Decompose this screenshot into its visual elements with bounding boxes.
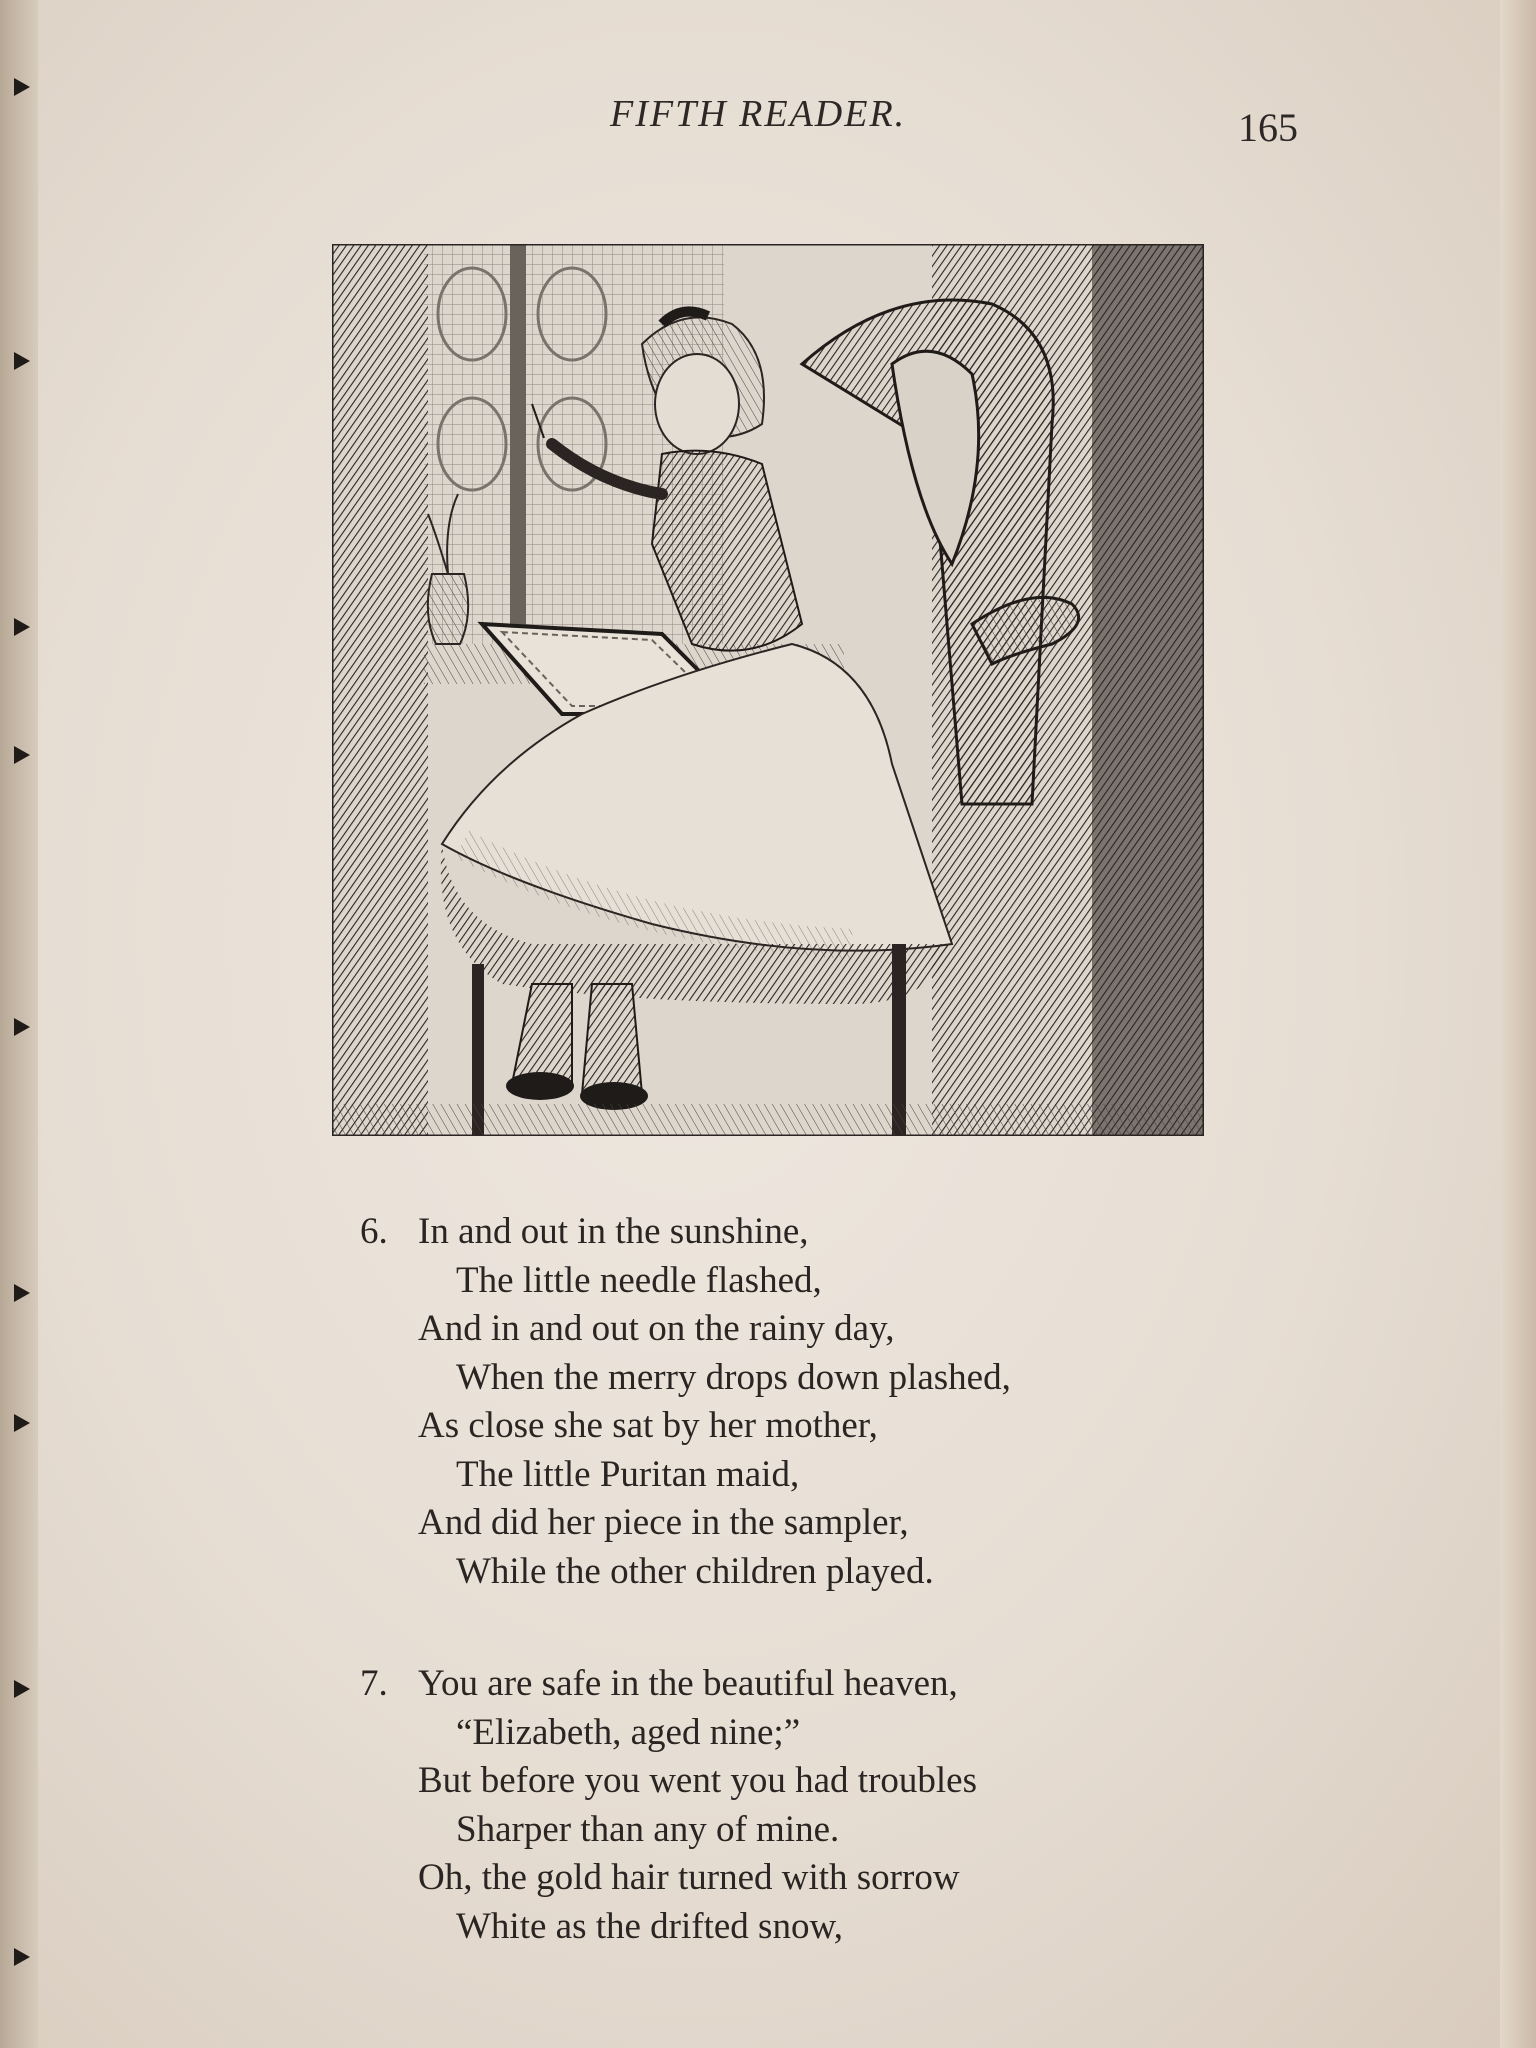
- page-number: 165: [1238, 105, 1298, 150]
- binding-mark: [14, 1284, 30, 1302]
- verse-line: Oh, the gold hair turned with sorrow: [418, 1857, 960, 1898]
- page-edge: [1500, 0, 1536, 2048]
- verse-line: As close she sat by her mother,: [418, 1405, 878, 1446]
- binding-mark: [14, 1018, 30, 1036]
- binding-mark: [14, 1948, 30, 1966]
- verse-line: 6. In and out in the sunshine,: [360, 1208, 1220, 1257]
- verse-line: And did her piece in the sampler,: [418, 1502, 909, 1543]
- verse-line: But before you went you had troubles: [418, 1760, 977, 1801]
- verse-line: White as the drifted snow,: [456, 1905, 844, 1947]
- verse-line: When the merry drops down plashed,: [456, 1356, 1011, 1398]
- verse-line: And in and out on the rainy day,: [418, 1308, 895, 1349]
- verse-line: Sharper than any of mine.: [456, 1808, 840, 1850]
- stanza-number: 6.: [360, 1211, 388, 1252]
- binding-mark: [14, 746, 30, 764]
- stanza-6: [360, 1208, 1220, 1596]
- binding-mark: [14, 1680, 30, 1698]
- binding-mark: [14, 78, 30, 96]
- running-title: FIFTH READER.: [610, 93, 907, 135]
- verse-line: The little needle flashed,: [456, 1259, 822, 1301]
- stanza-7: [360, 1660, 1220, 1951]
- binding-mark: [14, 618, 30, 636]
- binding-mark: [14, 1414, 30, 1432]
- verse-line: 7. You are safe in the beautiful heaven,: [360, 1660, 1220, 1709]
- verse-line: The little Puritan maid,: [456, 1453, 800, 1495]
- verse-line: While the other children played.: [456, 1550, 934, 1592]
- engraving-illustration: [332, 244, 1204, 1136]
- stanza-number: 7.: [360, 1663, 388, 1704]
- verse-line: “Elizabeth, aged nine;”: [456, 1711, 801, 1753]
- binding-mark: [14, 352, 30, 370]
